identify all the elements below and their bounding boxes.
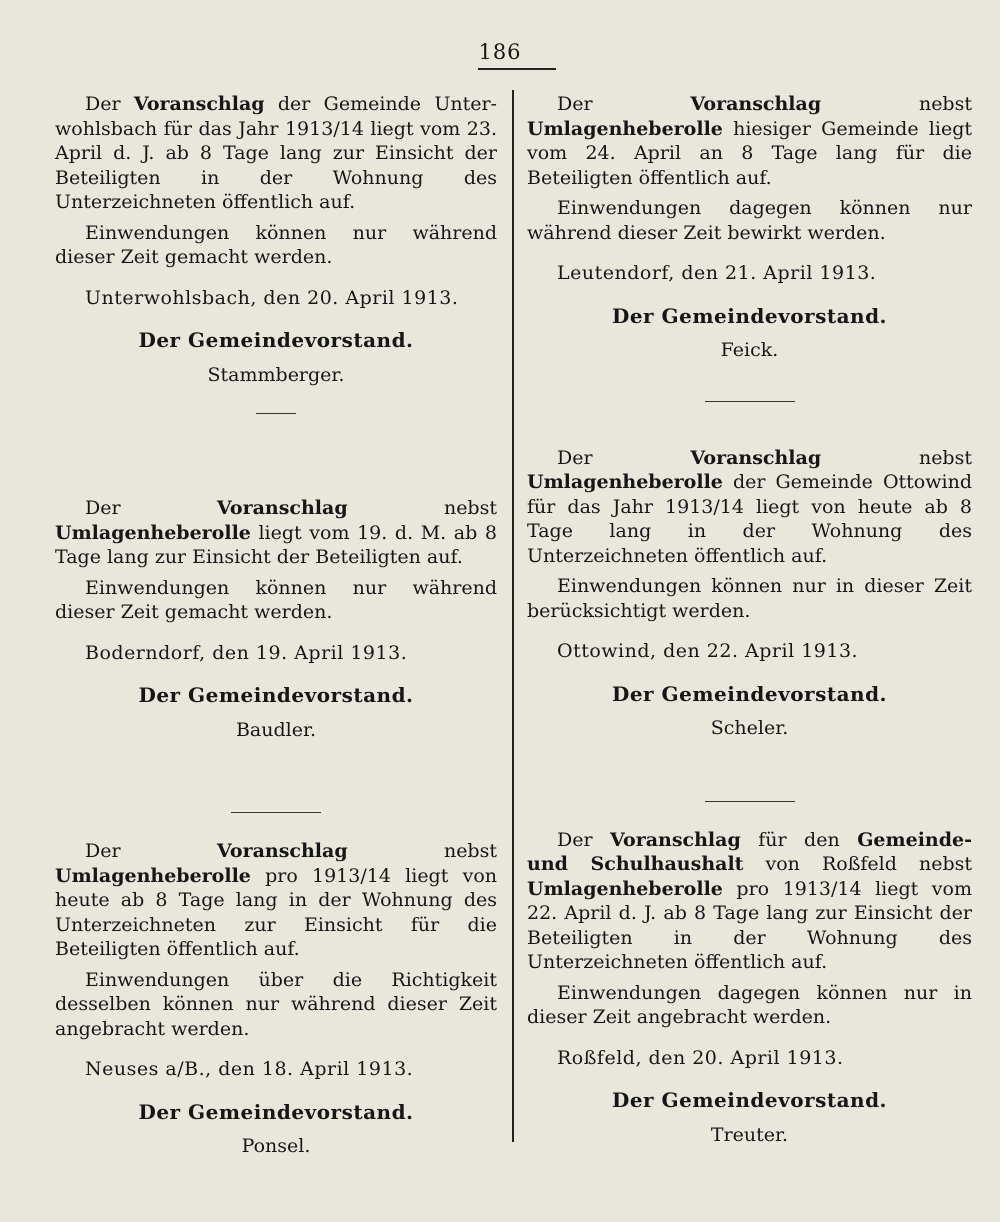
place-date: Boderndorf, den 19. April 1913. xyxy=(85,641,408,664)
text-span: Der xyxy=(557,446,691,469)
signer: Baudler. xyxy=(235,718,317,741)
place-date: Leutendorf, den 21. April 1913. xyxy=(557,262,877,284)
objection-text: Einwendungen über die Richtigkeit desselben können nur während dieser Zeit angebracht werden. xyxy=(55,968,497,1040)
page-number: 186 xyxy=(478,40,522,64)
notice-unterwohlsbach xyxy=(55,92,497,387)
signer: Feick. xyxy=(720,339,779,361)
notice-ottowind xyxy=(527,446,972,741)
notice-rossfeld xyxy=(527,828,972,1148)
bold-term: Voranschlag xyxy=(216,840,348,862)
objection-text: Einwendungen dagegen können nur während dieser Zeit bewirkt werden. xyxy=(527,197,972,244)
text-span: Der xyxy=(85,840,217,862)
text-span: Der xyxy=(85,93,134,115)
signer: Treuter. xyxy=(710,1123,789,1146)
signer: Scheler. xyxy=(710,717,789,739)
notice-text xyxy=(55,839,497,962)
authority: Der Gemeindevorstand. xyxy=(138,683,414,707)
objection-text: Einwendungen können nur während dieser Zeit gemacht werden. xyxy=(55,576,497,623)
left-column xyxy=(55,92,497,1159)
section-divider xyxy=(231,812,321,813)
text-span: pro 1913/14 liegt vom 22. April d. J. ab 8 Tage lang zur Einsicht der Beteiligten in der Wohnung des Unterzeichneten öffentlich auf. xyxy=(527,877,972,973)
text-span: nebst xyxy=(347,497,497,519)
authority: Der Gemeindevorstand. xyxy=(611,1088,888,1112)
authority: Der Gemeindevorstand. xyxy=(611,681,888,706)
signer: Ponsel. xyxy=(241,1135,311,1157)
place-date: Ottowind, den 22. April 1913. xyxy=(557,640,859,662)
text-span: nebst xyxy=(347,840,497,862)
section-divider xyxy=(705,401,795,402)
text-span: liegt vom 19. d. M. ab 8 Tage lang zur Einsicht der Beteiligten auf. xyxy=(55,521,497,568)
notice-text xyxy=(55,92,497,215)
right-column xyxy=(527,92,972,1147)
bold-term: Gemeinde- und Schulhaushalt xyxy=(527,828,972,875)
text-span: Der xyxy=(85,497,217,519)
bold-term: Umlagenheberolle xyxy=(527,877,723,900)
section-divider xyxy=(705,801,795,802)
place-date: Unterwohlsbach, den 20. April 1913. xyxy=(85,286,459,309)
column-divider xyxy=(512,90,514,1142)
text-span: pro 1913/14 liegt von heute ab 8 Tage lang in der Wohnung des Unterzeichneten zur Einsicht für die Beteiligten öffentlich auf. xyxy=(55,864,497,960)
notice-text xyxy=(527,92,972,190)
page-number-rule xyxy=(478,68,556,70)
text-span: von Roßfeld nebst xyxy=(743,853,972,875)
text-span: Der xyxy=(557,93,691,115)
text-span: nebst xyxy=(821,93,972,115)
bold-term: Umlagenheberolle xyxy=(527,471,723,493)
text-span: der Gemeinde Ottowind für das Jahr 1913/14 liegt von heute ab 8 Tage lang in der Wohnung des Unterzeichneten öffentlich auf. xyxy=(527,471,972,567)
bold-term: Voranschlag xyxy=(690,446,822,469)
bold-term: Voranschlag xyxy=(133,93,265,115)
place-date: Neuses a/B., den 18. April 1913. xyxy=(85,1058,414,1080)
notice-text xyxy=(55,496,497,570)
authority: Der Gemeindevorstand. xyxy=(611,303,888,328)
bold-term: Voranschlag xyxy=(216,497,348,519)
bold-term: Umlagenheberolle xyxy=(55,864,251,887)
objection-text: Einwendungen dagegen können nur in dieser Zeit angebracht werden. xyxy=(527,981,972,1028)
authority: Der Gemeindevorstand. xyxy=(138,1099,414,1124)
place-date: Roßfeld, den 20. April 1913. xyxy=(557,1046,844,1069)
notice-leutendorf xyxy=(527,92,972,363)
text-span: der Gemeinde Unter-wohlsbach für das Jahr 1913/14 liegt vom 23. April d. J. ab 8 Tage lang zur Einsicht der Beteiligten in der Wohnung des Unterzeichneten öffentlich auf. xyxy=(55,93,497,213)
notice-neuses xyxy=(55,839,497,1159)
notice-text xyxy=(527,828,972,975)
text-span: hiesiger Gemeinde liegt vom 24. April an 8 Tage lang für die Beteiligten öffentlich auf. xyxy=(527,117,972,189)
objection-text: Einwendungen können nur in dieser Zeit berücksichtigt werden. xyxy=(527,575,972,622)
section-divider xyxy=(256,413,296,414)
bold-term: Voranschlag xyxy=(690,93,822,115)
text-span: für den xyxy=(740,828,858,851)
objection-text: Einwendungen können nur während dieser Zeit gemacht werden. xyxy=(55,221,497,268)
bold-term: Voranschlag xyxy=(610,828,741,851)
notice-text xyxy=(527,446,972,569)
bold-term: Umlagenheberolle xyxy=(55,521,251,544)
notice-boderndorf xyxy=(55,496,497,742)
bold-term: Umlagenheberolle xyxy=(527,117,723,140)
signer: Stammberger. xyxy=(207,363,345,386)
text-span: nebst xyxy=(821,446,972,469)
authority: Der Gemeindevorstand. xyxy=(138,328,414,352)
text-span: Der xyxy=(557,828,611,851)
